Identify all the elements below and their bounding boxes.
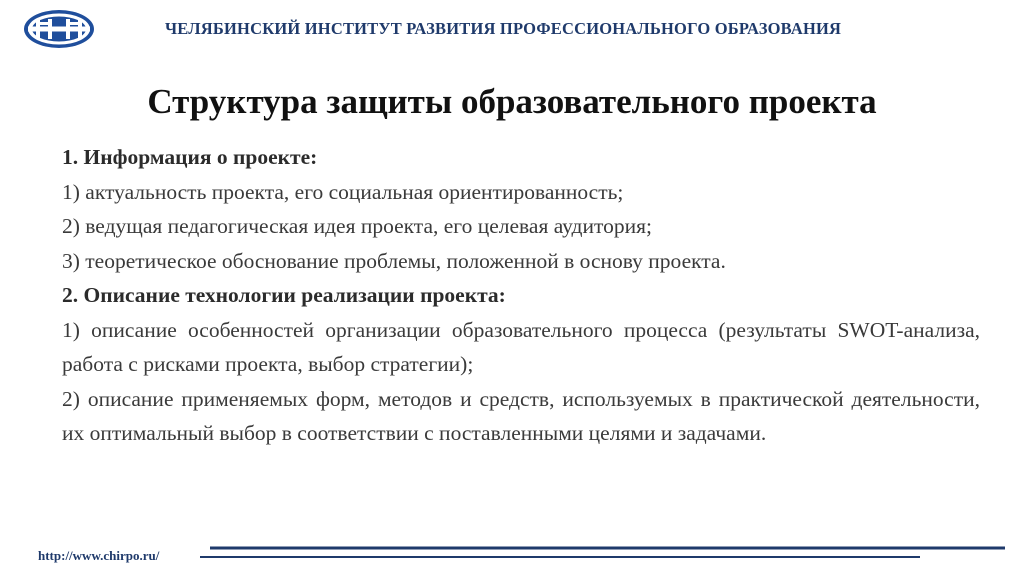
institute-name: ЧЕЛЯБИНСКИЙ ИНСТИТУТ РАЗВИТИЯ ПРОФЕССИОНАЛЬНОГО ОБРАЗОВАНИЯ [165, 19, 842, 38]
list-item: 1) описание особенностей организации образовательного процесса (результаты SWOT-анализа, работа с рисками проекта, выбор стратегии); [62, 317, 980, 376]
list-item: 2) ведущая педагогическая идея проекта, его целевая аудитория; [62, 214, 652, 238]
list-item: 2) описание применяемых форм, методов и средств, используемых в практической деятельности, их оптимальный выбор в соответствии с поставленными целями и задачами. [62, 386, 980, 445]
section-heading-technology: 2. Описание технологии реализации проекта: [62, 283, 506, 307]
institute-logo-icon [22, 8, 96, 50]
list-item: 3) теоретическое обоснование проблемы, положенной в основу проекта. [62, 248, 726, 273]
section-heading-project-info: 1. Информация о проекте: [62, 145, 318, 169]
slide-title: Структура защиты образовательного проекта [147, 82, 877, 121]
slide-content [62, 140, 980, 451]
slide-header [0, 0, 1024, 60]
list-item: 1) актуальность проекта, его социальная ориентированность; [62, 179, 624, 204]
footer-decorative-lines [200, 540, 1010, 570]
footer-website-link[interactable]: http://www.chirpo.ru/ [38, 548, 160, 563]
